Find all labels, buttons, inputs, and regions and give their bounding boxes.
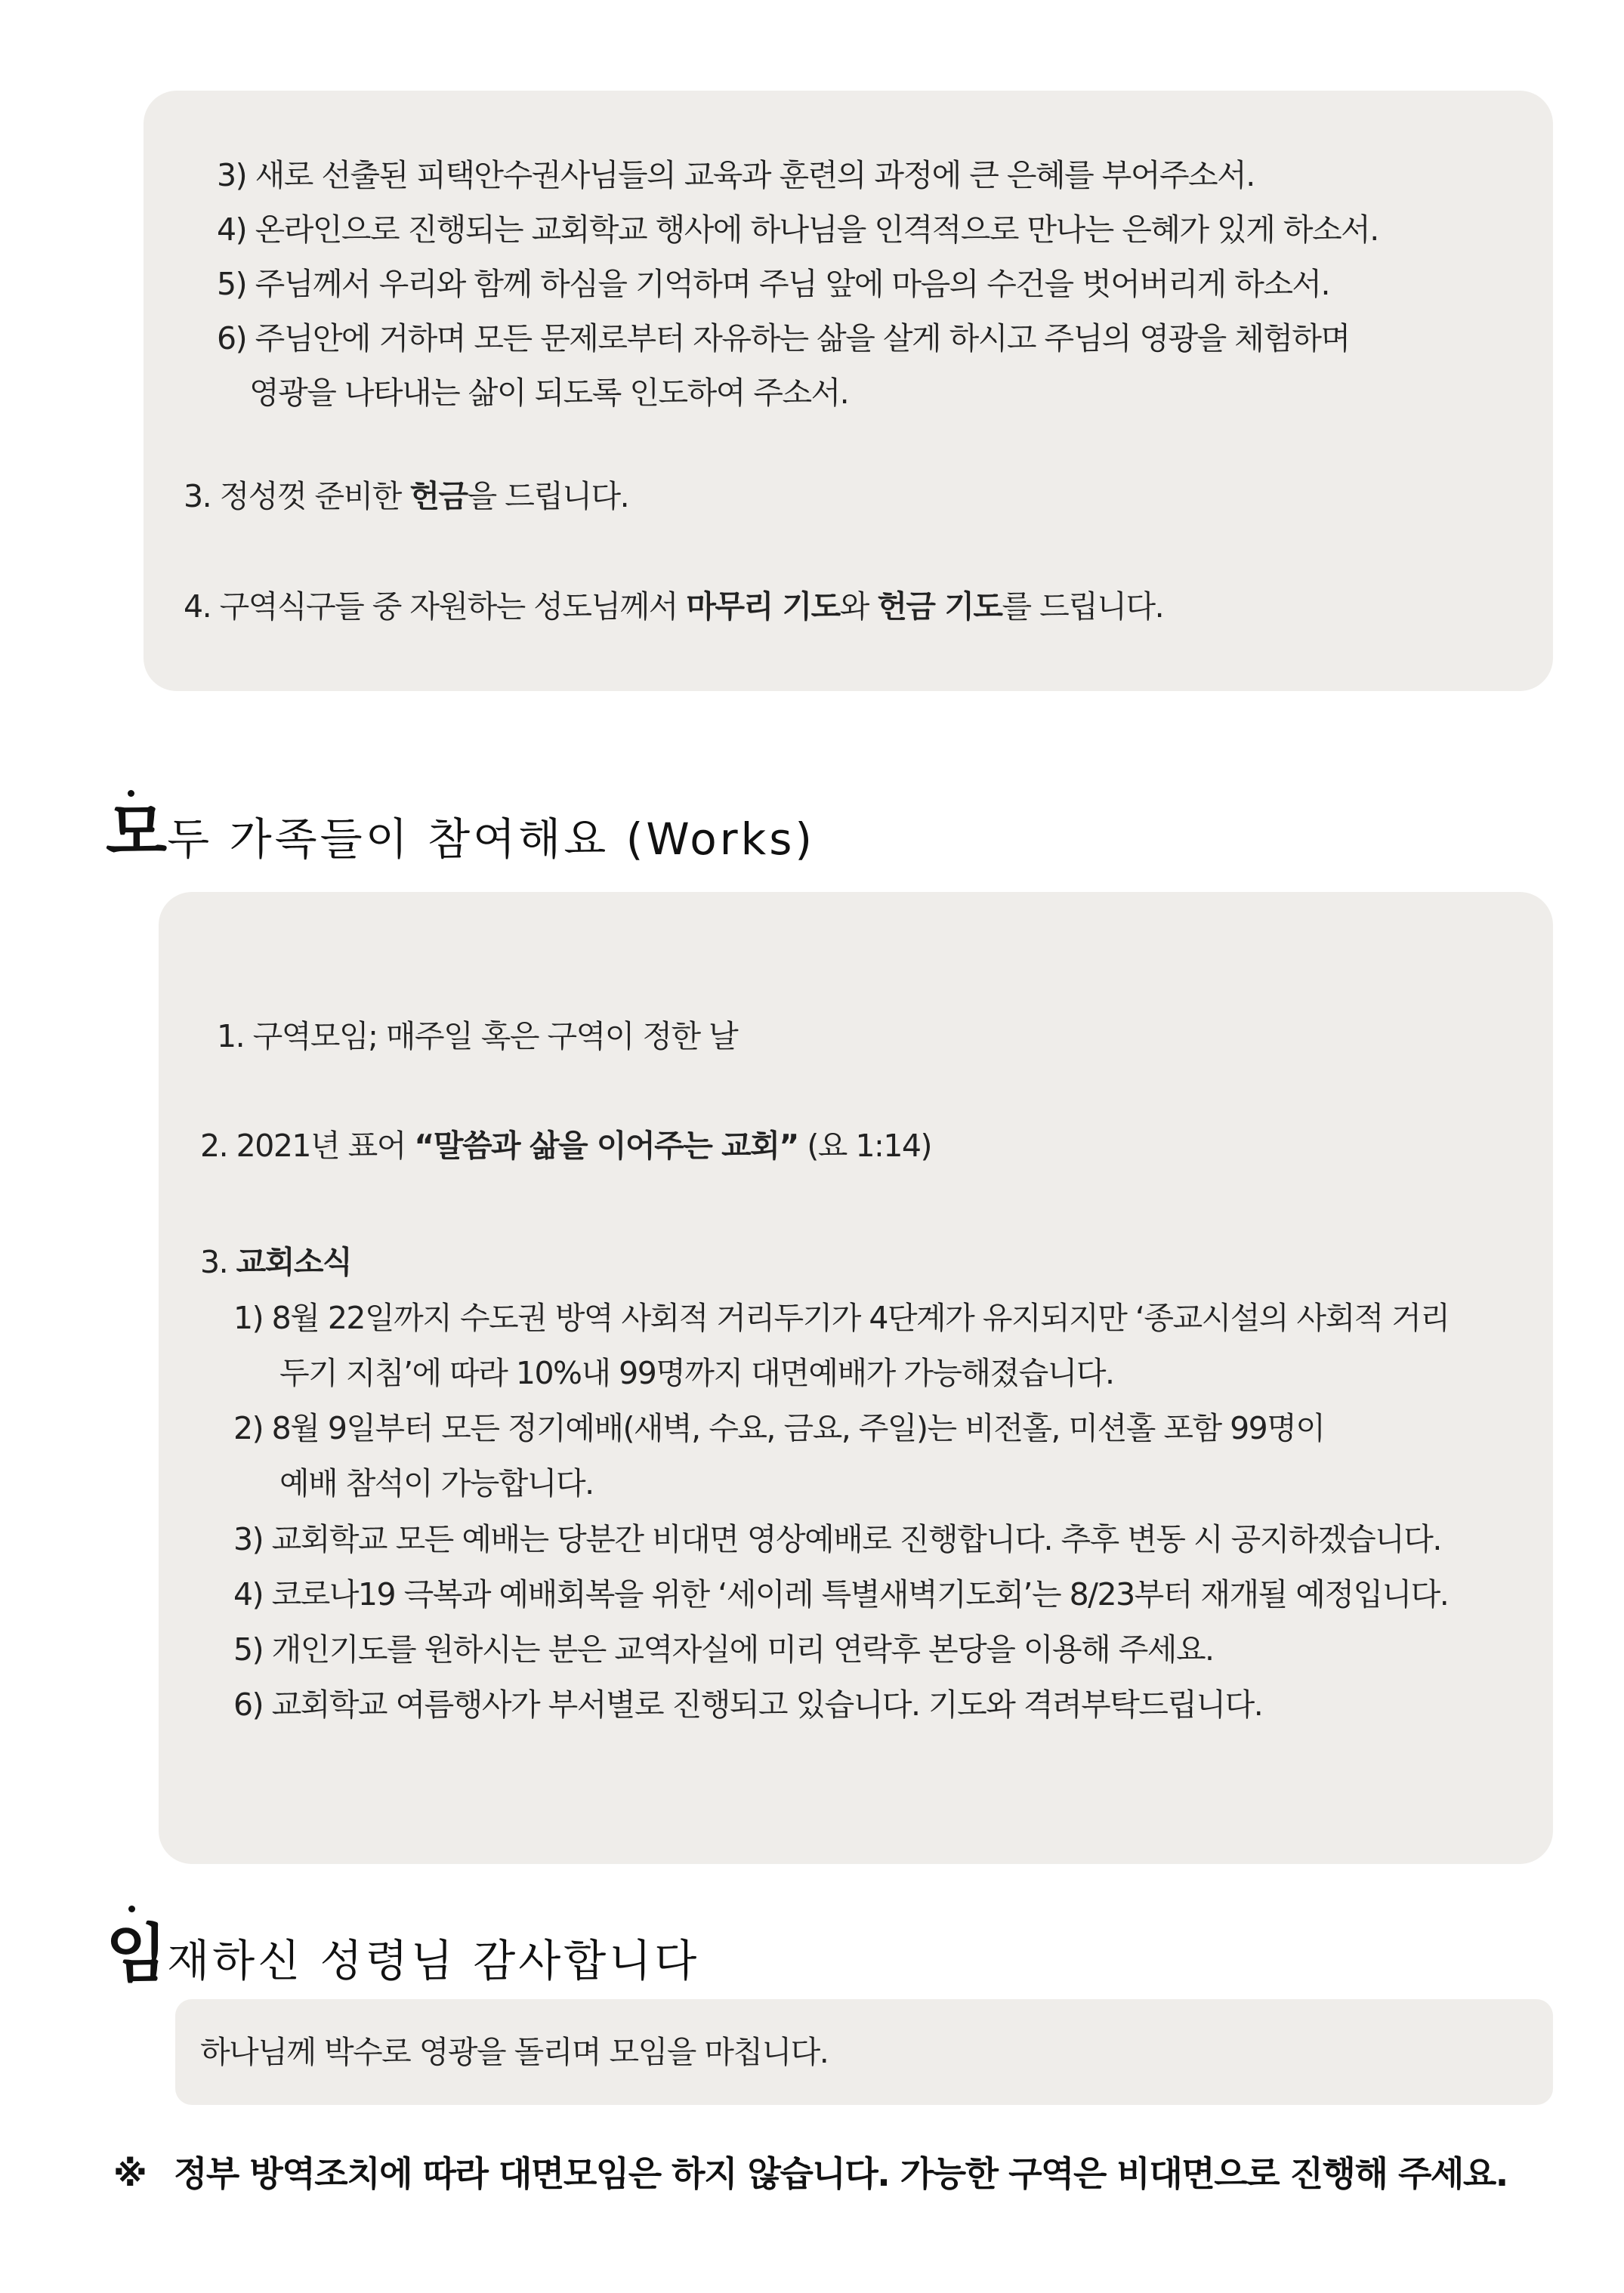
works-item-2-post: (요 1:14) — [798, 1128, 932, 1164]
works-item-3-num: 3. — [200, 1244, 236, 1280]
works-item-2-motto: “말씀과 삶을 이어주는 교회” — [414, 1128, 798, 1164]
news-item-1-cont: 두기 지침’에 따라 10%내 99명까지 대면예배가 가능해졌습니다. — [279, 1355, 1114, 1391]
works-heading — [106, 795, 816, 869]
news-item-1: 1) 8월 22일까지 수도권 방역 사회적 거리두기가 4단계가 유지되지만 ‘종교시설의 사회적 거리 — [233, 1300, 1450, 1336]
heading-dot-spirit — [128, 1906, 135, 1912]
offering-post: 을 드립니다. — [467, 478, 629, 514]
works-item-2 — [200, 1128, 932, 1164]
works-item-3-title: 교회소식 — [236, 1244, 352, 1280]
offering-bold: 헌금 — [409, 478, 468, 514]
prayer-item-6-cont: 영광을 나타내는 삶이 되도록 인도하여 주소서. — [249, 375, 849, 411]
offering-line — [184, 478, 629, 514]
closing-post: 를 드립니다. — [1002, 588, 1164, 625]
spirit-heading — [106, 1917, 700, 1991]
notice-text: 정부 방역조치에 따라 대면모임은 하지 않습니다. 가능한 구역은 비대면으로 진행해 주세요. — [174, 2153, 1508, 2194]
works-item-3 — [200, 1244, 352, 1280]
prayer-item-3: 3) 새로 선출된 피택안수권사님들의 교육과 훈련의 과정에 큰 은혜를 부어주소서. — [217, 157, 1255, 193]
closing-pre: 4. 구역식구들 중 자원하는 성도님께서 — [184, 588, 687, 625]
works-heading-rest: 두 가족들이 참여해요 (Works) — [167, 813, 816, 865]
offering-pre: 3. 정성껏 준비한 — [184, 478, 410, 514]
prayer-item-6: 6) 주님안에 거하며 모든 문제로부터 자유하는 삶을 살게 하시고 주님의 영광을 체험하며 — [217, 320, 1350, 356]
closing-bold-2: 헌금 기도 — [877, 588, 1002, 625]
news-item-6: 6) 교회학교 여름행사가 부서별로 진행되고 있습니다. 기도와 격려부탁드립니다. — [233, 1687, 1263, 1723]
works-item-2-pre: 2. 2021년 표어 — [200, 1128, 415, 1164]
news-item-4: 4) 코로나19 극복과 예배회복을 위한 ‘세이레 특별새벽기도회’는 8/23부터 재개될 예정입니다. — [233, 1576, 1449, 1613]
prayer-item-4: 4) 온라인으로 진행되는 교회학교 행사에 하나님을 인격적으로 만나는 은혜가 있게 하소서. — [217, 211, 1379, 248]
closing-mid: 와 — [839, 588, 878, 625]
closing-text: 하나님께 박수로 영광을 돌리며 모임을 마칩니다. — [200, 2034, 829, 2070]
prayer-item-5: 5) 주님께서 우리와 함께 하심을 기억하며 주님 앞에 마음의 수건을 벗어버리게 하소서. — [217, 266, 1330, 302]
works-heading-cap: 모 — [106, 795, 168, 869]
closing-prayer-line — [184, 588, 1164, 625]
spirit-heading-rest: 재하신 성령님 감사합니다 — [167, 1935, 700, 1986]
news-item-2: 2) 8월 9일부터 모든 정기예배(새벽, 수요, 금요, 주일)는 비전홀, 미션홀 포함 99명이 — [233, 1410, 1325, 1446]
news-item-5: 5) 개인기도를 원하시는 분은 교역자실에 미리 연락후 본당을 이용해 주세요. — [233, 1631, 1214, 1668]
closing-bold-1: 마무리 기도 — [686, 588, 840, 625]
spirit-heading-cap: 임 — [106, 1917, 168, 1991]
notice-mark: ※ — [113, 2153, 147, 2194]
works-item-1: 1. 구역모임; 매주일 혹은 구역이 정한 날 — [217, 1018, 738, 1054]
news-item-3: 3) 교회학교 모든 예배는 당분간 비대면 영상예배로 진행합니다. 추후 변동 시 공지하겠습니다. — [233, 1521, 1441, 1557]
news-item-2-cont: 예배 참석이 가능합니다. — [279, 1465, 594, 1501]
